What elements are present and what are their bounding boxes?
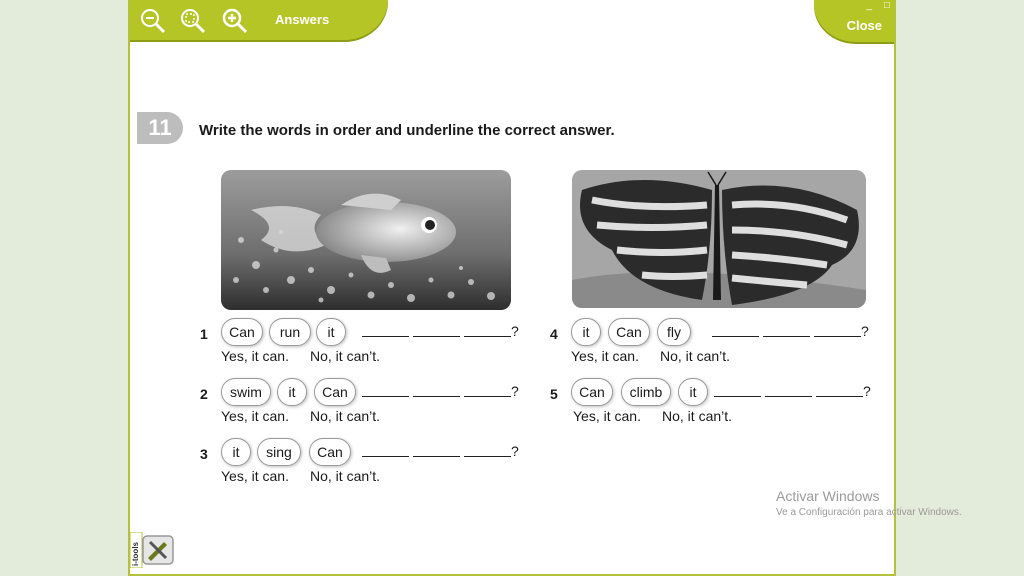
answer-blank[interactable] <box>763 336 810 337</box>
item-number: 1 <box>200 326 208 342</box>
answer-blank[interactable] <box>413 336 460 337</box>
answer-option-yes[interactable]: Yes, it can. <box>571 348 639 364</box>
answer-option-no[interactable]: No, it can’t. <box>310 348 381 364</box>
word-bubble[interactable]: Can <box>314 378 356 406</box>
i-tools-button[interactable] <box>130 532 176 568</box>
word-bubble[interactable]: sing <box>257 438 301 466</box>
answer-option-yes[interactable]: Yes, it can. <box>221 468 289 484</box>
answer-blank[interactable] <box>362 396 409 397</box>
word-bubble[interactable]: fly <box>657 318 691 346</box>
zoom-fit-icon[interactable] <box>180 8 206 34</box>
word-bubble[interactable]: run <box>269 318 311 346</box>
i-tools-icon <box>130 532 176 568</box>
item-number: 3 <box>200 446 208 462</box>
i-tools-label: i-tools <box>131 542 140 566</box>
word-bubble[interactable]: swim <box>221 378 271 406</box>
word-bubble[interactable]: it <box>277 378 307 406</box>
answer-blank[interactable] <box>464 336 511 337</box>
answer-blank[interactable] <box>362 336 409 337</box>
word-bubble[interactable]: it <box>571 318 601 346</box>
word-bubble[interactable]: it <box>678 378 708 406</box>
answer-blank[interactable] <box>464 456 511 457</box>
item-number: 4 <box>550 326 558 342</box>
answer-option-no[interactable]: No, it can’t. <box>660 348 731 364</box>
answer-blank[interactable] <box>714 396 761 397</box>
answer-blank[interactable] <box>765 396 812 397</box>
answer-blank[interactable] <box>413 456 460 457</box>
answer-option-yes[interactable]: Yes, it can. <box>573 408 641 424</box>
top-toolbar <box>130 0 388 40</box>
close-tab <box>814 0 894 42</box>
answer-blank[interactable] <box>413 396 460 397</box>
answer-option-yes[interactable]: Yes, it can. <box>221 408 289 424</box>
minimize-button[interactable]: _ <box>866 0 872 11</box>
question-mark: ? <box>511 443 519 459</box>
answer-blank[interactable] <box>362 456 409 457</box>
word-bubble[interactable]: Can <box>571 378 613 406</box>
word-bubble[interactable]: Can <box>608 318 650 346</box>
answer-blank[interactable] <box>712 336 759 337</box>
zoom-out-icon[interactable] <box>140 8 166 34</box>
exercise-instruction: Write the words in order and underline the correct answer. <box>199 122 615 139</box>
watermark-title: Activar Windows <box>776 488 880 504</box>
question-mark: ? <box>511 383 519 399</box>
answer-option-no[interactable]: No, it can’t. <box>310 408 381 424</box>
word-bubble[interactable]: Can <box>221 318 263 346</box>
goldfish-photo <box>221 170 511 310</box>
item-number: 5 <box>550 386 558 402</box>
word-bubble[interactable]: it <box>316 318 346 346</box>
answer-blank[interactable] <box>816 396 863 397</box>
word-bubble[interactable]: Can <box>309 438 351 466</box>
zoom-in-icon[interactable] <box>222 8 248 34</box>
answer-option-yes[interactable]: Yes, it can. <box>221 348 289 364</box>
item-number: 2 <box>200 386 208 402</box>
answers-button[interactable]: Answers <box>275 12 330 27</box>
answer-blank[interactable] <box>814 336 861 337</box>
answer-option-no[interactable]: No, it can’t. <box>310 468 381 484</box>
butterfly-photo <box>572 170 866 308</box>
restore-button[interactable]: □ <box>883 0 890 11</box>
close-button[interactable]: Close <box>846 18 882 33</box>
answer-blank[interactable] <box>464 396 511 397</box>
windows-activation-watermark <box>776 488 962 518</box>
word-bubble[interactable]: it <box>221 438 251 466</box>
question-mark: ? <box>861 323 869 339</box>
question-mark: ? <box>863 383 871 399</box>
answer-option-no[interactable]: No, it can’t. <box>662 408 733 424</box>
watermark-subtitle: Ve a Configuración para activar Windows. <box>776 507 962 518</box>
word-bubble[interactable]: climb <box>621 378 671 406</box>
question-mark: ? <box>511 323 519 339</box>
exercise-number-badge: 11 <box>137 112 183 144</box>
